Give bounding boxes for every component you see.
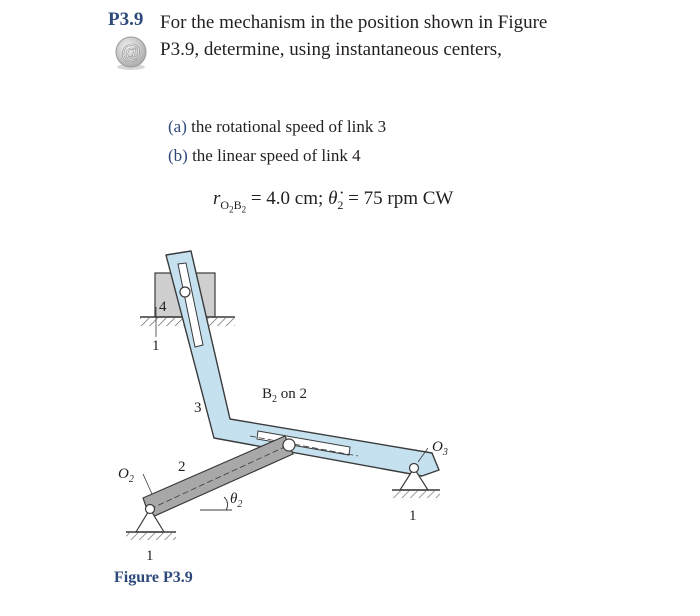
link-4-label: 4 (159, 299, 167, 315)
r-subscript: O2B2 (220, 197, 247, 215)
theta2-label: $\theta_2$ (230, 491, 243, 510)
part-b-text: the linear speed of link 4 (192, 146, 361, 165)
pin-b2 (283, 439, 295, 451)
theta-dot-symbol: θ̇ (328, 188, 338, 209)
link-2-label: 2 (178, 459, 186, 475)
figure-caption: Figure P3.9 (114, 569, 193, 586)
o2-leader (143, 474, 152, 494)
theta2-angle-marker (200, 497, 232, 510)
problem-line-2: P3.9, determine, using instantaneous centers, (160, 39, 502, 60)
o2-label: $O_2$ (118, 466, 134, 485)
r-symbol: r (213, 188, 221, 209)
ground-left-label: 1 (146, 548, 154, 564)
part-b-marker: (b) (168, 146, 188, 165)
link-3-label: 3 (194, 400, 202, 416)
o3-label: $O_3$ (432, 439, 448, 458)
part-a-text: the rotational speed of link 3 (191, 117, 387, 136)
r-value: = 4.0 cm; (246, 188, 329, 209)
problem-line-1: For the mechanism in the position shown in Figure (160, 12, 548, 33)
theta-value: = 75 rpm CW (343, 188, 454, 209)
ground-top-label: 1 (152, 338, 160, 354)
link-2 (143, 436, 295, 518)
theta-subscript: 2 (337, 197, 344, 212)
svg-text:@: @ (120, 42, 142, 64)
problem-number: P3.9 (108, 9, 144, 30)
ground-right-label: 1 (409, 508, 417, 524)
b2-label: $B_2$ on 2 (262, 386, 308, 405)
part-a-marker: (a) (168, 117, 187, 136)
slider-pin-4 (180, 287, 190, 297)
